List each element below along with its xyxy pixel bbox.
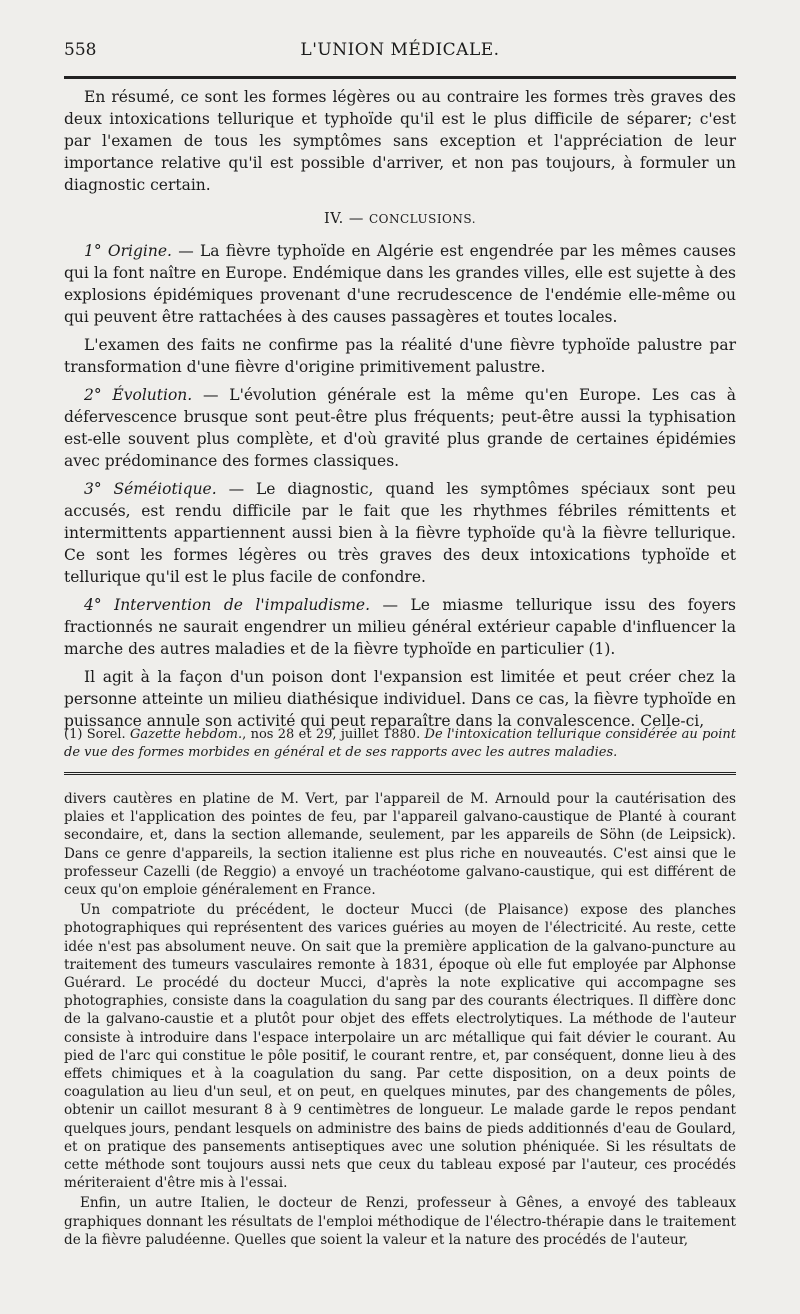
feuilleton-paragraph-2: Un compatriote du précédent, le docteur Mucci (de Plaisance) expose des planches photographiques qui représentent des varices guéries au moyen de l'électricité. Au reste, cette idée n'est pas absolument neuve. On sait que la première application de la galvano-puncture au traitement des tumeurs vasculaires remonte à 1831, époque où elle fut employée par Alphonse Guérard. Le procédé du docteur Mucci, d'après la note explicative qui accompagne ses photographies, consiste dans la coagulation du sang par des courants électriques. Il diffère donc de la galvano-caustie et a plutôt pour objet des effets electrolytiques. La méthode de l'auteur consiste à introduire dans l'espace interpolaire un arc métallique qui fait dévier le courant. Au pied de l'arc qui constitue le pôle positif, le courant rentre, et, par conséquent, donne lieu à des effets chimiques et à la coagulation du sang. Par cette disposition, on a deux points de coagulation au lieu d'un seul, et on peut, en quelques minutes, par des changements de pôles, obtenir un caillot mesurant 8 à 9 centimètres de longueur. Le malade garde le repos pendant quelques jours, pendant lesquels on administre des bains de pieds additionnés d'eau de Goulard, et on pratique des pansements antiseptiques avec une solution phéniquée. Si les résultats de cette méthode sont toujours aussi nets que ceux du tableau exposé par l'auteur, ces procédés mériteraient d'être mis à l'essai. [64,902,736,1192]
semeiotique-lead: 3° Séméiotique. [84,480,217,498]
origine-extra-paragraph: L'examen des faits ne confirme pas la réalité d'une fièvre typhoïde palustre par transformation d'une fièvre d'origine primitivement palustre. [64,336,736,376]
origine-text: — La fièvre typhoïde en Algérie est engendrée par les mêmes causes qui la font naître en Europe. Endémique dans les grandes villes, elle est sujette à des explosions épidémiques provenant d'une recrudescence de l'endémie elle-même ou qui peuvent être rattachées à des causes passagères et toutes locales. [64,242,737,326]
footnote-details: , nos 28 et 29, juillet 1880. [242,727,421,742]
section-heading [64,208,736,230]
conclusion-origine [64,240,736,328]
conclusion-intervention [64,594,736,660]
running-title: L'UNION MÉDICALE. [300,40,500,60]
feuilleton-paragraph-3: Enfin, un autre Italien, le docteur de Renzi, professeur à Gênes, a envoyé des tableaux graphiques donnant les résultats de l'emploi méthodique de l'électro-thérapie dans le traitement de la fièvre paludéenne. Quelles que soient la valeur et la nature des procédés de l'auteur, [64,1195,736,1248]
feuilleton-text [64,790,736,1251]
conclusion-evolution [64,384,736,472]
conclusion-semeiotique [64,478,736,588]
main-text [64,86,736,738]
footnote-marker: (1) Sorel. [64,727,126,742]
intervention-text: — Le miasme tellurique issu des foyers fractionnés ne saurait engendrer un milieu général extérieur capable d'influencer la marche des autres maladies et de la fièvre typhoïde en particulier (1). [64,596,736,658]
semeiotique-text: — Le diagnostic, quand les symptômes spéciaux sont peu accusés, est rendu difficile par le fait que les rhythmes fébriles rémittents et intermittents appartiennent aussi bien à la fièvre typhoïde qu'à la fièvre tellurique. Ce sont les formes légères ou très graves des deux intoxications typhoïde et tellurique qu'il est le plus facile de confondre. [64,480,736,586]
footnote-title: De l'intoxication tellurique considérée au point de vue des formes morbides en général et de ses rapports avec les autres maladies. [64,727,736,760]
last-paragraph: Il agit à la façon d'un poison dont l'expansion est limitée et peut créer chez la personne atteinte un milieu diathésique individuel. Dans ce cas, la fièvre typhoïde en puissance annule son activité qui peut reparaître dans la convalescence. Celle-ci, [64,668,736,730]
section-number: IV. — [323,211,364,227]
feuilleton-rule [64,772,736,777]
section-title: CONCLUSIONS. [368,212,477,226]
intervention-lead: 4° Intervention de l'impaludisme. [84,596,371,614]
intro-paragraph: En résumé, ce sont les formes légères ou au contraire les formes très graves des deux intoxications tellurique et typhoïde qu'il est le plus difficile de séparer; c'est par l'examen de tous les symptômes sans exception et l'appréciation de leur importance relative qu'il est possible d'arriver, et non pas toujours, à formuler un diagnostic certain. [64,88,736,194]
evolution-lead: 2° Évolution. [84,386,193,404]
origine-lead: 1° Origine. [84,242,172,260]
header-rule [64,76,736,79]
footnote-journal: Gazette hebdom. [130,727,243,742]
evolution-text: — L'évolution générale est la même qu'en Europe. Les cas à défervescence brusque sont peut-être plus fréquents; peut-être aussi la typhisation est-elle souvent plus complète, et d'où gravité plus grande de certaines épidémies avec prédominance des formes classiques. [64,386,736,470]
page-header [64,40,736,64]
page-number: 558 [64,40,97,60]
footnote [64,726,736,762]
feuilleton-paragraph-1: divers cautères en platine de M. Vert, par l'appareil de M. Arnould pour la cautérisation des plaies et l'application des pointes de feu, par l'appareil galvano-caustique de Planté à courant secondaire, et, dans la section allemande, seulement, par les appareils de Söhn (de Leipsick). Dans ce genre d'appareils, la section italienne est plus riche en nouveautés. C'est ainsi que le professeur Cazelli (de Reggio) a envoyé un trachéotome galvano-caustique, qui est différent de ceux qu'on emploie généralement en France. [64,791,736,899]
